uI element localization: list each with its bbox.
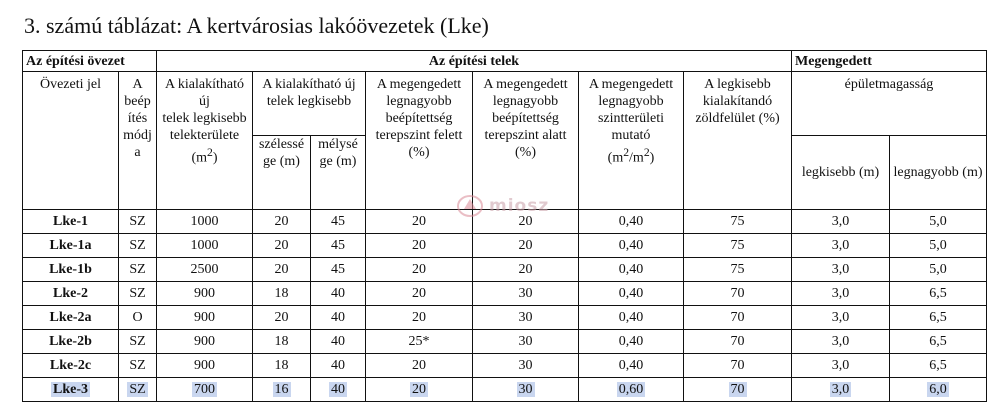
cell-code: Lke-1b: [23, 258, 119, 282]
table-row: [23, 282, 987, 306]
cell-mode: SZ: [119, 234, 157, 258]
table-body: [23, 210, 987, 402]
cell-green: 70: [684, 282, 792, 306]
cell-depth: 45: [311, 258, 366, 282]
cell-cov-above: 20: [366, 354, 473, 378]
cell-code: Lke-2a: [23, 306, 119, 330]
cell-code: Lke-3: [23, 378, 119, 402]
cell-width: 20: [253, 306, 311, 330]
cell-cov-above: 20: [366, 306, 473, 330]
cell-code: Lke-2: [23, 282, 119, 306]
cell-cov-above: 20: [366, 210, 473, 234]
table-row: [23, 210, 987, 234]
cell-hmin: 3,0: [792, 234, 890, 258]
cell-cov-below: 30: [473, 378, 579, 402]
cell-hmin: 3,0: [792, 306, 890, 330]
header-depth: mélysé ge (m): [311, 136, 366, 210]
cell-area: 900: [157, 330, 253, 354]
watermark-text: miosz: [489, 196, 550, 216]
cell-far: 0,40: [579, 306, 684, 330]
cell-hmax: 6,5: [890, 354, 987, 378]
cell-green: 70: [684, 330, 792, 354]
cell-hmax: 6,5: [890, 282, 987, 306]
header-cov-above: A megengedett legnagyobb beépítettség terepszint felett (%): [366, 72, 473, 210]
cell-hmax: 5,0: [890, 258, 987, 282]
cell-code: Lke-1: [23, 210, 119, 234]
cell-depth: 40: [311, 282, 366, 306]
cell-hmin: 3,0: [792, 210, 890, 234]
header-height-max: legnagyobb (m): [890, 136, 987, 210]
header-allowed-group: Megengedett: [792, 51, 987, 72]
cell-code: Lke-2c: [23, 354, 119, 378]
cell-mode: SZ: [119, 378, 157, 402]
cell-width: 18: [253, 354, 311, 378]
header-width: szélessé ge (m): [253, 136, 311, 210]
cell-cov-below: 20: [473, 258, 579, 282]
cell-hmax: 6,5: [890, 306, 987, 330]
cell-hmin: 3,0: [792, 330, 890, 354]
cell-green: 70: [684, 378, 792, 402]
cell-green: 75: [684, 258, 792, 282]
table-row: [23, 306, 987, 330]
header-zone-group: Az építési övezet: [23, 51, 157, 72]
cell-green: 70: [684, 354, 792, 378]
cell-depth: 45: [311, 234, 366, 258]
cell-far: 0,40: [579, 330, 684, 354]
header-min-plot: A kialakítható új telek legkisebb: [253, 72, 366, 136]
header-min-area: A kialakítható új telek legkisebb telekterülete $(m^2)$: [157, 72, 253, 210]
cell-green: 70: [684, 306, 792, 330]
cell-cov-above: 20: [366, 378, 473, 402]
table-row: [23, 234, 987, 258]
cell-hmax: 6,5: [890, 330, 987, 354]
header-zone-code: Övezeti jel: [23, 72, 119, 210]
cell-hmin: 3,0: [792, 354, 890, 378]
cell-cov-below: 30: [473, 330, 579, 354]
cell-hmax: 5,0: [890, 210, 987, 234]
cell-far: 0,40: [579, 258, 684, 282]
cell-cov-above: 20: [366, 234, 473, 258]
cell-mode: SZ: [119, 258, 157, 282]
cell-hmax: 5,0: [890, 234, 987, 258]
cell-depth: 40: [311, 354, 366, 378]
cell-hmin: 3,0: [792, 282, 890, 306]
cell-far: 0,40: [579, 354, 684, 378]
cell-hmin: 3,0: [792, 258, 890, 282]
table-row: [23, 330, 987, 354]
cell-width: 18: [253, 282, 311, 306]
cell-code: Lke-2b: [23, 330, 119, 354]
cell-width: 18: [253, 330, 311, 354]
cell-area: 2500: [157, 258, 253, 282]
cell-mode: SZ: [119, 330, 157, 354]
header-build-mode: A beép ítés módj a: [119, 72, 157, 210]
cell-green: 75: [684, 234, 792, 258]
table-row: [23, 378, 987, 402]
cell-mode: SZ: [119, 210, 157, 234]
header-plot-group: Az építési telek: [157, 51, 792, 72]
cell-far: 0,40: [579, 282, 684, 306]
header-green: A legkisebb kialakítandó zöldfelület (%): [684, 72, 792, 210]
cell-mode: SZ: [119, 354, 157, 378]
table-title: 3. számú táblázat: A kertvárosias lakóövezetek (Lke): [24, 13, 489, 38]
cell-area: 1000: [157, 234, 253, 258]
cell-mode: O: [119, 306, 157, 330]
cell-depth: 40: [311, 378, 366, 402]
cell-cov-below: 20: [473, 234, 579, 258]
cell-area: 900: [157, 306, 253, 330]
cell-width: 20: [253, 234, 311, 258]
cell-cov-below: 30: [473, 282, 579, 306]
cell-far: 0,40: [579, 210, 684, 234]
table-row: [23, 258, 987, 282]
header-far: A megengedett legnagyobb szintterületi mutató $(m^2/m^2)$: [579, 72, 684, 210]
cell-area: 1000: [157, 210, 253, 234]
cell-hmax: 6,0: [890, 378, 987, 402]
table-row: [23, 354, 987, 378]
cell-width: 20: [253, 258, 311, 282]
cell-far: 0,40: [579, 234, 684, 258]
cell-depth: 40: [311, 306, 366, 330]
cell-cov-above: 25*: [366, 330, 473, 354]
cell-code: Lke-1a: [23, 234, 119, 258]
cell-depth: 45: [311, 210, 366, 234]
cell-cov-above: 20: [366, 258, 473, 282]
zoning-table: [22, 50, 987, 402]
cell-cov-below: 30: [473, 354, 579, 378]
cell-area: 900: [157, 354, 253, 378]
cell-cov-above: 20: [366, 282, 473, 306]
cell-far: 0,60: [579, 378, 684, 402]
cell-mode: SZ: [119, 282, 157, 306]
cell-hmin: 3,0: [792, 378, 890, 402]
cell-width: 16: [253, 378, 311, 402]
header-height-min: legkisebb (m): [792, 136, 890, 210]
cell-depth: 40: [311, 330, 366, 354]
cell-width: 20: [253, 210, 311, 234]
cell-cov-below: 20: [473, 210, 579, 234]
cell-green: 75: [684, 210, 792, 234]
header-cov-below: A megengedett legnagyobb beépítettség terepszint alatt (%): [473, 72, 579, 210]
cell-area: 700: [157, 378, 253, 402]
header-height-group: épületmagasság: [792, 72, 987, 136]
cell-area: 900: [157, 282, 253, 306]
cell-cov-below: 30: [473, 306, 579, 330]
